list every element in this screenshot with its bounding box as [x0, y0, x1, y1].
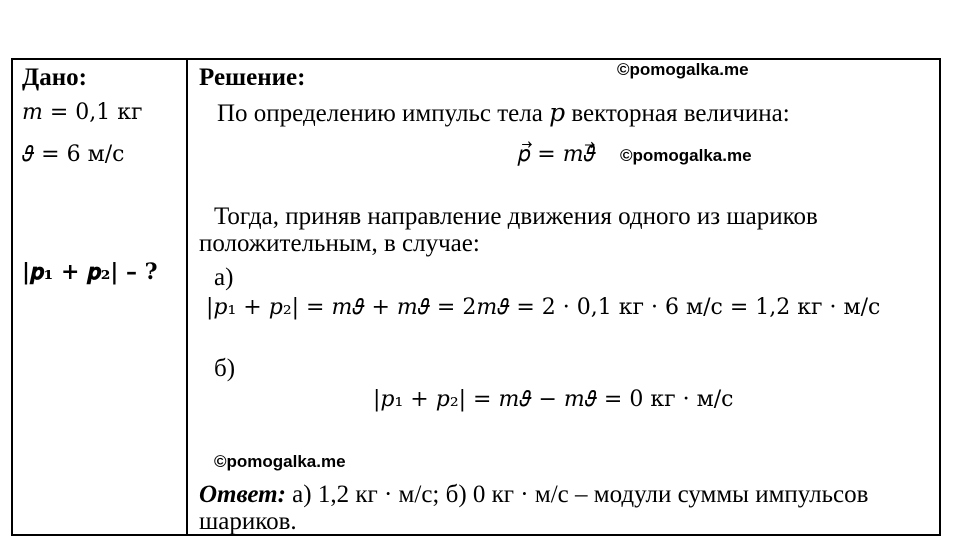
solution-intro: По определению импульс тела 𝑝 векторная величина:: [217, 100, 790, 127]
vector-formula: 𝑝⃗ = 𝑚𝜗⃗: [518, 142, 596, 167]
watermark-3: ©pomogalka.me: [214, 452, 346, 471]
case-a-label: а): [214, 264, 234, 291]
case-b-label: б): [214, 355, 236, 382]
watermark-2: ©pomogalka.me: [620, 146, 752, 165]
solution-heading: Решение:: [199, 64, 306, 91]
answer-label: Ответ:: [199, 481, 286, 508]
answer-line-1: [199, 481, 868, 509]
answer-text: а) 1,2 кг · м/с; б) 0 кг · м/с – модули суммы импульсов: [292, 481, 869, 508]
then-line-2: положительным, в случае:: [199, 230, 480, 257]
given-question: |𝒑₁ + 𝒑₂| – ?: [22, 259, 158, 285]
given-velocity: 𝜗 = 6 м/с: [22, 142, 125, 167]
then-line-1: Тогда, приняв направление движения одного из шариков: [214, 203, 818, 230]
case-b-formula: |𝑝₁ + 𝑝₂| = 𝑚𝜗 − 𝑚𝜗 = 0 кг · м/с: [373, 387, 734, 412]
watermark-1: ©pomogalka.me: [617, 60, 749, 79]
given-heading: Дано:: [22, 64, 87, 91]
case-a-formula: |𝑝₁ + 𝑝₂| = 𝑚𝜗 + 𝑚𝜗 = 2𝑚𝜗 = 2 · 0,1 кг · 6 м/с = 1,2 кг · м/с: [206, 295, 881, 320]
column-divider: [186, 58, 188, 536]
answer-line-2: шариков.: [199, 508, 297, 535]
given-mass: 𝑚 = 0,1 кг: [22, 100, 143, 125]
